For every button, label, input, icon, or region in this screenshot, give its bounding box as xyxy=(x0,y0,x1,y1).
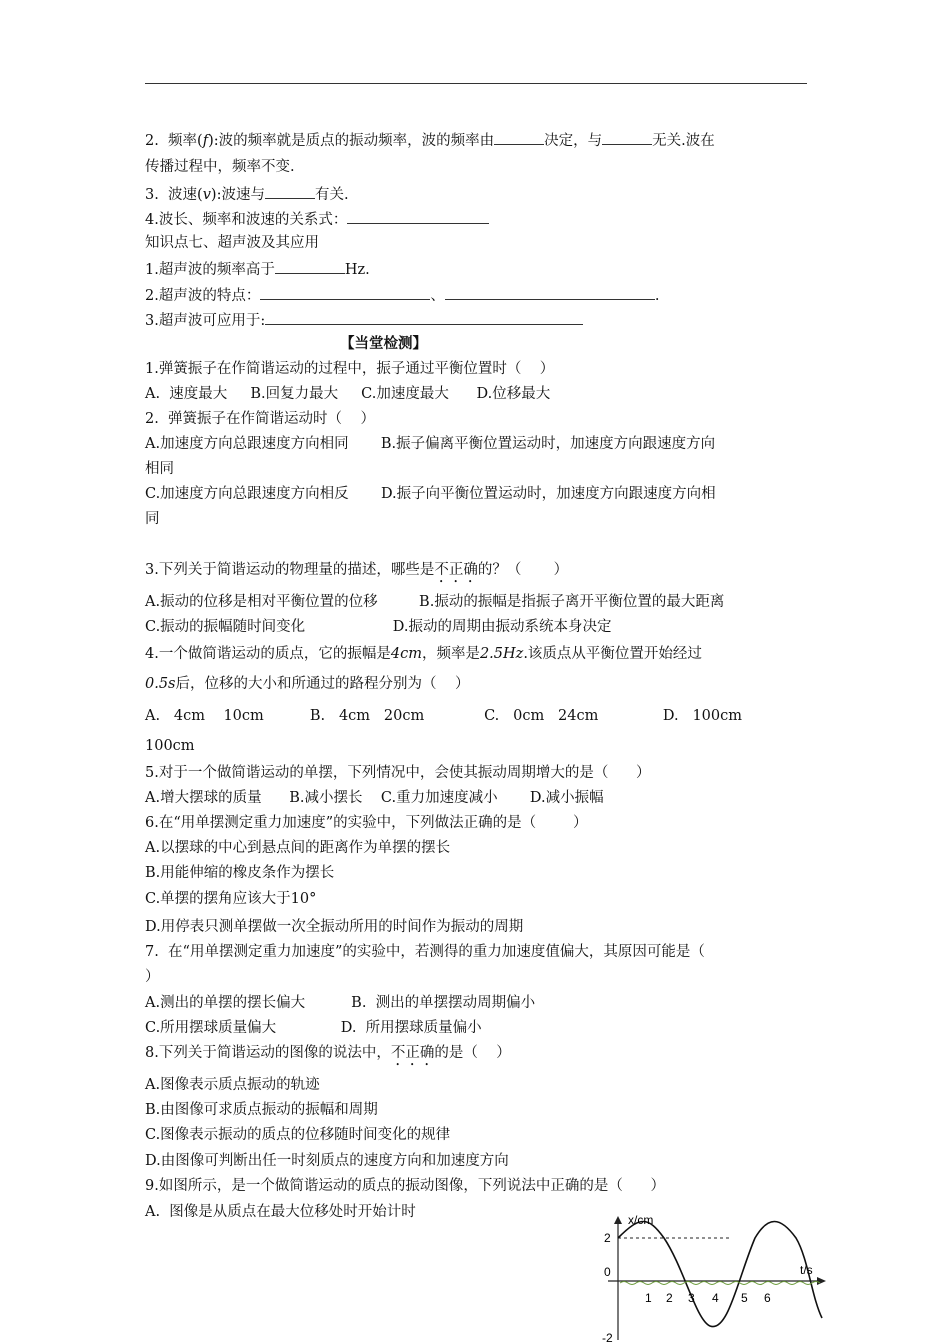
q7-options-2: C.所用摆球质量偏大 D. 所用摆球质量偏小 xyxy=(145,1020,482,1036)
q2: 2. 弹簧振子在作简谐运动时（ ） xyxy=(145,411,375,427)
q3: 3.下列关于简谐运动的物理量的描述，哪些是不正确的？（ ） xyxy=(145,562,569,578)
q1: 1.弹簧振子在作简谐运动的过程中，振子通过平衡位置时（ ） xyxy=(145,361,555,377)
section-title: 【当堂检测】 xyxy=(340,336,427,352)
q9: 9.如图所示，是一个做简谐运动的质点的振动图像，下列说法中正确的是（ ） xyxy=(145,1178,665,1194)
x-axis-label: t/s xyxy=(800,1263,813,1277)
q8-d: D.由图像可判断出任一时刻质点的速度方向和加速度方向 xyxy=(145,1153,509,1169)
q2-options-cd-2: 同 xyxy=(145,511,160,527)
x-tick-3: 3 xyxy=(688,1291,695,1305)
y-tick-0: 0 xyxy=(604,1265,611,1279)
q8-a: A.图像表示质点振动的轨迹 xyxy=(145,1077,320,1093)
x-tick-4: 4 xyxy=(712,1291,719,1305)
x-axis-arrow xyxy=(817,1277,826,1285)
q4-line2: 0.5s后，位移的大小和所通过的路程分别为（ ） xyxy=(145,676,470,692)
freq-line-2: 传播过程中，频率不变. xyxy=(145,159,295,175)
relation-line: 4.波长、频率和波速的关系式： xyxy=(145,209,489,229)
q4: 4.一个做简谐运动的质点，它的振幅是4cm，频率是2.5Hz.该质点从平衡位置开始经过 xyxy=(145,646,702,662)
q6: 6.在“用单摆测定重力加速度”的实验中，下列做法正确的是（ ） xyxy=(145,815,588,831)
y-axis-label: x/cm xyxy=(628,1213,654,1227)
q1-options: A. 速度最大 B.回复力最大 C.加速度最大 D.位移最大 xyxy=(145,386,551,402)
q4-options: A. 4cm 10cm B. 4cm 20cm C. 0cm 24cm D. 100cm xyxy=(145,708,742,724)
y-tick-neg2: -2 xyxy=(602,1331,613,1344)
q2-options-cd: C.加速度方向总跟速度方向相反 D.振子向平衡位置运动时，加速度方向跟速度方向相 xyxy=(145,486,716,502)
section7-heading: 知识点七、超声波及其应用 xyxy=(145,235,319,251)
x-tick-1: 1 xyxy=(645,1291,652,1305)
vibration-graph xyxy=(600,1208,830,1344)
q6-c: C.单摆的摆角应该大于10° xyxy=(145,891,317,907)
speed-line: 3. 波速(v):波速与 有关. xyxy=(145,184,349,204)
q5-options: A.增大摆球的质量 B.减小摆长 C.重力加速度减小 D.减小振幅 xyxy=(145,790,604,806)
top-rule xyxy=(145,83,807,84)
q3-options-1: A.振动的位移是相对平衡位置的位移 B.振动的振幅是指振子离开平衡位置的最大距离 xyxy=(145,594,725,610)
x-tick-5: 5 xyxy=(741,1291,748,1305)
q7-options-1: A.测出的单摆的摆长偏大 B. 测出的单摆摆动周期偏小 xyxy=(145,995,536,1011)
q5: 5.对于一个做简谐运动的单摆，下列情况中，会使其振动周期增大的是（ ） xyxy=(145,765,651,781)
x-tick-6: 6 xyxy=(764,1291,771,1305)
q2-options-ab: A.加速度方向总跟速度方向相同 B.振子偏离平衡位置运动时，加速度方向跟速度方向 xyxy=(145,436,716,452)
q6-d: D.用停表只测单摆做一次全振动所用的时间作为振动的周期 xyxy=(145,919,524,935)
q6-b: B.用能伸缩的橡皮条作为摆长 xyxy=(145,865,335,881)
q8: 8.下列关于简谐运动的图像的说法中，不正确的是（ ） xyxy=(145,1045,511,1061)
scan-mark xyxy=(620,1282,820,1285)
q4-options-2: 100cm xyxy=(145,738,195,754)
ultra-1: 1.超声波的频率高于 Hz. xyxy=(145,259,370,279)
q8-c: C.图像表示振动的质点的位移随时间变化的规律 xyxy=(145,1127,451,1143)
y-tick-2: 2 xyxy=(604,1231,611,1245)
sine-curve xyxy=(618,1222,822,1327)
freq-line: 2. 频率(f):波的频率就是质点的振动频率，波的频率由 决定，与 无关.波在 xyxy=(145,130,715,150)
ultra-3: 3.超声波可应用于: xyxy=(145,310,583,330)
q3-options-2: C.振动的振幅随时间变化 D.振动的周期由振动系统本身决定 xyxy=(145,619,612,635)
q7-line2: ） xyxy=(145,969,160,985)
q7: 7. 在“用单摆测定重力加速度”的实验中，若测得的重力加速度值偏大，其原因可能是（ xyxy=(145,944,705,960)
q2-options-ab-2: 相同 xyxy=(145,461,174,477)
q6-a: A.以摆球的中心到悬点间的距离作为单摆的摆长 xyxy=(145,840,451,856)
ultra-2: 2.超声波的特点： 、 . xyxy=(145,285,659,305)
q8-b: B.由图像可求质点振动的振幅和周期 xyxy=(145,1102,378,1118)
q9-a: A. 图像是从质点在最大位移处时开始计时 xyxy=(145,1204,416,1220)
x-tick-2: 2 xyxy=(666,1291,673,1305)
y-axis-arrow xyxy=(614,1216,622,1224)
